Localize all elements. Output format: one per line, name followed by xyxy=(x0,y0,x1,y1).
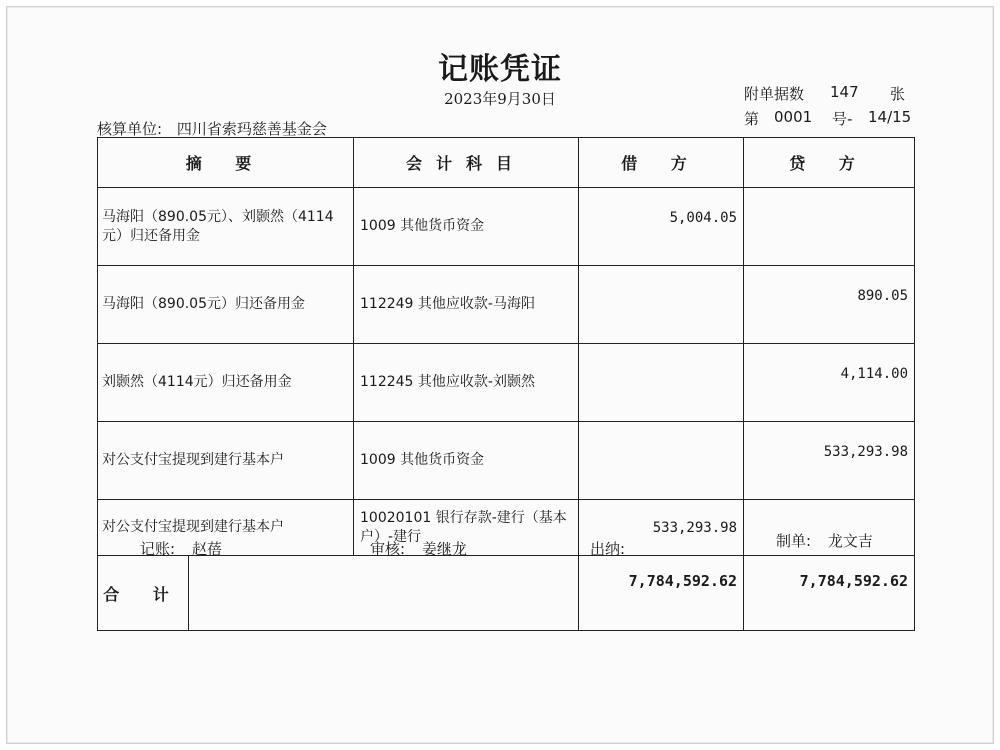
header-account: 会计科目 xyxy=(354,138,579,188)
voucher-prefix: 第 xyxy=(744,110,760,128)
total-row xyxy=(98,556,915,631)
header-summary: 摘 要 xyxy=(98,138,354,188)
row-debit: 533,293.98 xyxy=(579,500,744,556)
row-account: 1009 其他货币资金 xyxy=(354,422,579,500)
total-label: 合 计 xyxy=(98,556,189,631)
row-summary: 马海阳（890.05元）归还备用金 xyxy=(98,266,354,344)
total-blank xyxy=(189,556,579,631)
bookkeeper-label: 记账: xyxy=(140,540,176,558)
table-row xyxy=(98,188,915,266)
voucher-date: 2023年9月30日 xyxy=(444,90,556,108)
bookkeeper-name: 赵蓓 xyxy=(191,540,222,558)
row-credit: 890.05 xyxy=(744,266,915,344)
row-debit xyxy=(579,422,744,500)
table-row xyxy=(98,266,915,344)
row-summary: 对公支付宝提现到建行基本户 xyxy=(98,500,354,556)
bookkeeper xyxy=(140,538,222,559)
table-row xyxy=(98,344,915,422)
row-summary: 对公支付宝提现到建行基本户 xyxy=(98,422,354,500)
attachment-count xyxy=(744,83,906,104)
cashier-label: 出纳: xyxy=(590,540,626,558)
row-summary: 马海阳（890.05元）、刘颢然（4114元）归还备用金 xyxy=(98,188,354,266)
row-debit xyxy=(579,344,744,422)
voucher-no: 0001 xyxy=(774,108,813,126)
accounting-unit-value: 四川省索玛慈善基金会 xyxy=(176,120,327,138)
row-account: 1009 其他货币资金 xyxy=(354,188,579,266)
auditor-label: 审核: xyxy=(370,540,406,558)
row-account: 112245 其他应收款-刘颢然 xyxy=(354,344,579,422)
preparer-label: 制单: xyxy=(776,532,812,550)
total-debit: 7,784,592.62 xyxy=(579,556,744,631)
row-credit xyxy=(744,188,915,266)
header-debit: 借 方 xyxy=(579,138,744,188)
row-credit: 4,114.00 xyxy=(744,344,915,422)
row-credit: 533,293.98 xyxy=(744,422,915,500)
auditor xyxy=(370,538,467,559)
row-debit xyxy=(579,266,744,344)
table-row xyxy=(98,422,915,500)
accounting-unit-label: 核算单位: xyxy=(97,120,163,138)
row-debit: 5,004.05 xyxy=(579,188,744,266)
voucher-page: 14/15 xyxy=(868,108,912,126)
row-summary: 刘颢然（4114元）归还备用金 xyxy=(98,344,354,422)
row-account: 112249 其他应收款-马海阳 xyxy=(354,266,579,344)
preparer xyxy=(776,530,873,551)
auditor-name: 姜继龙 xyxy=(421,540,467,558)
preparer-name: 龙文吉 xyxy=(827,532,873,550)
total-credit: 7,784,592.62 xyxy=(744,556,915,631)
attachment-label: 附单据数 xyxy=(744,85,805,103)
cashier xyxy=(590,538,637,559)
voucher-title: 记账凭证 xyxy=(438,52,562,87)
header-credit: 贷 方 xyxy=(744,138,915,188)
attachment-unit: 张 xyxy=(890,85,906,103)
voucher-suffix: 号- xyxy=(832,110,853,128)
attachment-number: 147 xyxy=(830,83,859,101)
row-account: 10020101 银行存款-建行（基本户）-建行 xyxy=(354,500,579,556)
accounting-unit xyxy=(97,118,327,139)
